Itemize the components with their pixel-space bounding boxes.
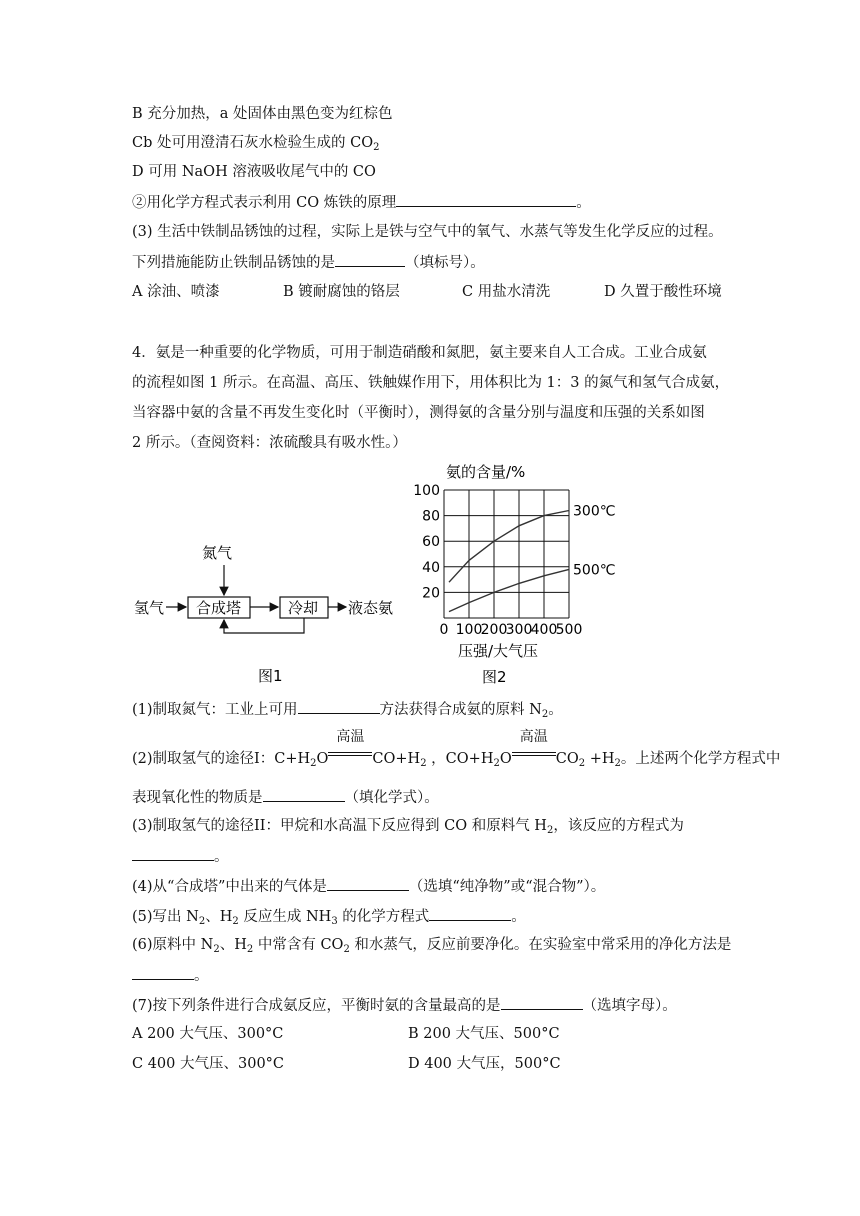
q3-line2: 下列措施能防止铁制品锈蚀的是 （填标号）。 — [132, 252, 485, 273]
y-tick-labels — [413, 483, 440, 601]
x-tick-label: 200 — [480, 622, 508, 638]
n2-label: 氮气 — [202, 544, 233, 562]
p3-line2: 。 — [132, 846, 229, 867]
answer-blank[interactable] — [263, 787, 345, 802]
q3-option-d: D 久置于酸性环境 — [604, 284, 722, 300]
q3-line1: (3) 生活中铁制品锈蚀的过程，实际上是铁与空气中的氧气、水蒸气等发生化学反应的过程。 — [132, 224, 723, 240]
series-label: 500℃ — [573, 562, 616, 579]
p6-line1: (6)原料中 $N_2$、$H_2$ 中常含有 $CO_2$ 和水蒸气，反应前要净化。在实验室中常采用的净化方法是 — [132, 937, 732, 955]
option-b-line: B 充分加热，a 处固体由黑色变为红棕色 — [132, 106, 393, 122]
p7-option-c: C 400 大气压、300°C — [132, 1056, 285, 1072]
x-tick-label: 0 — [439, 622, 449, 638]
reaction-condition-arrow: 高温 — [328, 743, 372, 763]
y-tick-label: 60 — [422, 534, 440, 551]
x-tick-label: 500 — [555, 622, 583, 638]
x-tick-label: 100 — [455, 622, 483, 638]
p7-option-a: A 200 大气压、300°C — [132, 1026, 284, 1042]
series-line — [449, 569, 569, 611]
y-tick-label: 80 — [422, 508, 440, 525]
question-2-line: ②用化学方程式表示利用 CO 炼铁的原理 。 — [132, 192, 591, 213]
p7-option-b: B 200 大气压、500°C — [408, 1026, 560, 1042]
series-label: 300℃ — [573, 503, 616, 520]
p7-line: (7)按下列条件进行合成氨反应，平衡时氨的含量最高的是 （选填字母）。 — [132, 995, 677, 1016]
p2-line2: 表现氧化性的物质是 （填化学式）。 — [132, 787, 439, 808]
reaction-condition-arrow: 高温 — [512, 743, 556, 763]
chart-title: 氨的含量/% — [446, 463, 526, 481]
answer-blank[interactable] — [132, 965, 194, 980]
h2-label: 氢气 — [134, 599, 165, 617]
x-axis-label: 压强/大气压 — [458, 642, 539, 660]
option-c-line: Cb 处可用澄清石灰水检验生成的 $CO_2$ — [132, 135, 380, 153]
answer-blank[interactable] — [501, 995, 583, 1010]
figure-2-chart — [408, 460, 618, 690]
p2-line1: (2)制取氢气的途径I：$C+H_2O$ 高温 $CO+H_2$ ，$CO+H_2O$ 高温 $CO_2 +H_2$。上述两个化学方程式中 — [132, 729, 781, 769]
q3-option-a: A 涂油、喷漆 — [132, 284, 220, 300]
figure-1-caption: 图1 — [258, 667, 283, 685]
p7-option-d: D 400 大气压，500°C — [408, 1056, 561, 1072]
y-tick-label: 100 — [413, 483, 440, 499]
answer-blank[interactable] — [327, 876, 409, 891]
x-tick-labels — [440, 622, 583, 638]
x-tick-label: 300 — [505, 622, 533, 638]
answer-blank[interactable] — [396, 192, 576, 207]
synthesis-tower-label: 合成塔 — [196, 599, 242, 617]
recycle-arrow — [224, 618, 304, 633]
liquid-ammonia-label: 液态氨 — [348, 599, 394, 617]
q4-intro-2: 的流程如图 1 所示。在高温、高压、铁触媒作用下，用体积比为 1：3 的氮气和氢气合成氨， — [132, 375, 730, 391]
p3-line1: (3)制取氢气的途径II：甲烷和水高温下反应得到 CO 和原料气 $H_2$，该反应的方程式为 — [132, 818, 684, 836]
answer-blank[interactable] — [132, 846, 214, 861]
answer-blank[interactable] — [429, 906, 511, 921]
q4-intro-4: 2 所示。（查阅资料：浓硫酸具有吸水性。） — [132, 435, 407, 451]
p5-line: (5)写出 $N_2$、$H_2$ 反应生成 $NH_3$ 的化学方程式 。 — [132, 906, 526, 927]
cooling-label: 冷却 — [288, 599, 319, 617]
answer-blank[interactable] — [298, 699, 380, 714]
q3-option-c: C 用盐水清洗 — [462, 284, 551, 300]
p1-line: (1)制取氮气：工业上可用 方法获得合成氨的原料 $N_2$。 — [132, 699, 563, 720]
figure-2-caption: 图2 — [482, 668, 507, 686]
chart-series — [449, 503, 615, 611]
y-tick-label: 20 — [422, 585, 440, 602]
option-d-line: D 可用 NaOH 溶液吸收尾气中的 CO — [132, 164, 376, 180]
chart-grid — [444, 490, 569, 618]
series-line — [449, 511, 569, 583]
q3-option-b: B 镀耐腐蚀的铬层 — [283, 284, 400, 300]
q4-intro-1: 4．氨是一种重要的化学物质，可用于制造硝酸和氮肥，氨主要来自人工合成。工业合成氨 — [132, 345, 707, 361]
answer-blank[interactable] — [335, 252, 405, 267]
figure-1-flow-diagram — [120, 535, 400, 685]
p6-line2: 。 — [132, 965, 209, 986]
y-tick-label: 40 — [422, 559, 440, 576]
p4-line: (4)从“合成塔”中出来的气体是 （选填“纯净物”或“混合物”）。 — [132, 876, 605, 897]
q4-intro-3: 当容器中氨的含量不再发生变化时（平衡时），测得氨的含量分别与温度和压强的关系如图 — [132, 405, 705, 421]
x-tick-label: 400 — [530, 622, 558, 638]
